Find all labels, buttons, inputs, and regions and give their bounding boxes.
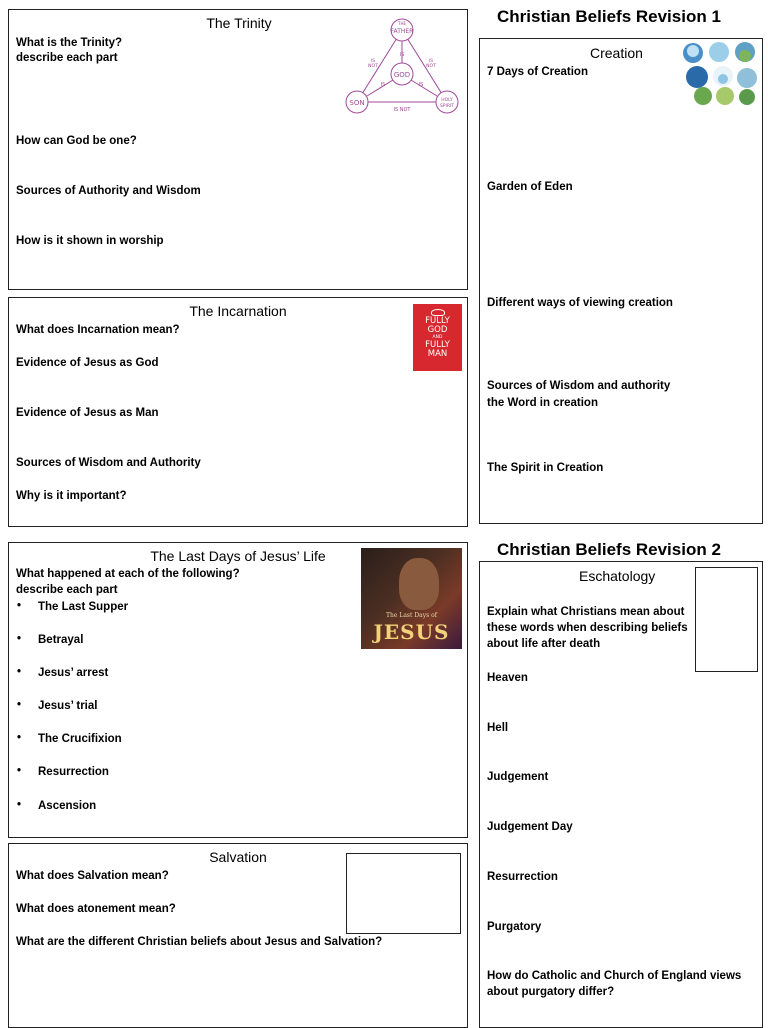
salvation-q3: What are the different Christian beliefs about Jesus and Salvation? [16, 936, 383, 948]
bullet-6: • [17, 765, 22, 777]
incarnation-q2: Evidence of Jesus as God [16, 357, 159, 369]
last-days-item-6: Resurrection [38, 766, 109, 778]
eschatology-intro-3: about life after death [487, 638, 601, 650]
eschatology-box [479, 561, 763, 1028]
eschatology-intro-2: these words when describing beliefs [487, 622, 688, 634]
bullet-3: • [17, 666, 22, 678]
bullet-7: • [17, 799, 22, 811]
creation-title: Creation [590, 45, 643, 61]
trinity-box [8, 9, 468, 290]
diagram-god-label: GOD [393, 71, 411, 79]
eschatology-last-q-1: How do Catholic and Church of England views [487, 970, 742, 982]
last-days-item-1: The Last Supper [38, 601, 129, 613]
last-days-item-5: The Crucifixion [38, 733, 122, 745]
seven-days-creation-image [681, 41, 761, 105]
incarnation-q3: Evidence of Jesus as Man [16, 407, 159, 419]
badge-line-5: MAN [427, 349, 448, 359]
diagram-spirit-label-2: SPIRIT [439, 104, 455, 109]
bullet-4: • [17, 699, 22, 711]
incarnation-title: The Incarnation [189, 303, 287, 319]
eschatology-term-resurrection: Resurrection [487, 871, 558, 883]
trinity-q4: How is it shown in worship [16, 235, 164, 247]
salvation-image-placeholder [346, 853, 461, 934]
trinity-title: The Trinity [206, 15, 272, 31]
creation-q4a: Sources of Wisdom and authority [487, 380, 671, 392]
creation-q4b: the Word in creation [487, 397, 598, 409]
poster-small-text: The Last Days of [386, 612, 437, 619]
diagram-is-not-right-a: IS [428, 59, 434, 64]
badge-line-4: FULLY [425, 340, 450, 350]
incarnation-q1: What does Incarnation mean? [16, 324, 180, 336]
last-days-item-7: Ascension [38, 800, 97, 812]
salvation-q1: What does Salvation mean? [16, 870, 169, 882]
trinity-q2: How can God be one? [16, 135, 137, 147]
diagram-is-not-left-a: IS [370, 59, 376, 64]
eschatology-term-heaven: Heaven [487, 672, 528, 684]
last-days-q1b: describe each part [16, 584, 118, 596]
last-days-of-jesus-poster [361, 548, 462, 649]
trinity-q3: Sources of Authority and Wisdom [16, 185, 201, 197]
diagram-is-left: IS [380, 82, 386, 88]
last-days-box [8, 542, 468, 838]
diagram-spirit-label-1: HOLY [441, 98, 453, 103]
salvation-title: Salvation [209, 849, 267, 865]
creation-q5: The Spirit in Creation [487, 462, 604, 474]
eschatology-term-hell: Hell [487, 722, 509, 734]
poster-big-text: JESUS [373, 620, 450, 644]
last-days-item-2: Betrayal [38, 634, 84, 646]
diagram-son-label: SON [349, 99, 365, 107]
creation-q1: 7 Days of Creation [487, 66, 588, 78]
diagram-is-not-bottom: IS NOT [393, 107, 411, 113]
jesus-portrait-icon [399, 558, 439, 610]
trinity-shield-diagram [343, 16, 461, 124]
crown-icon [431, 309, 445, 316]
badge-line-1: FULLY [425, 316, 450, 326]
last-days-q1: What happened at each of the following? [16, 568, 240, 580]
revision-2-heading: Christian Beliefs Revision 2 [497, 540, 721, 559]
eschatology-term-purgatory: Purgatory [487, 921, 542, 933]
eschatology-image-placeholder [695, 567, 758, 672]
eschatology-term-judgement-day: Judgement Day [487, 821, 573, 833]
salvation-q2: What does atonement mean? [16, 903, 176, 915]
eschatology-intro-1: Explain what Christians mean about [487, 606, 685, 618]
diagram-the-label: THE [398, 21, 406, 26]
incarnation-q4: Sources of Wisdom and Authority [16, 457, 201, 469]
bullet-1: • [17, 600, 22, 612]
creation-q3: Different ways of viewing creation [487, 297, 673, 309]
eschatology-title: Eschatology [579, 568, 656, 584]
creation-q2: Garden of Eden [487, 181, 573, 193]
salvation-box [8, 843, 468, 1028]
eschatology-last-q-2: about purgatory differ? [487, 986, 615, 998]
eschatology-term-judgement: Judgement [487, 771, 549, 783]
incarnation-box [8, 297, 468, 527]
badge-line-3: AND [432, 335, 443, 340]
diagram-father-label: FATHER [390, 28, 414, 35]
badge-line-2: GOD [427, 325, 448, 335]
last-days-item-3: Jesus’ arrest [38, 667, 109, 679]
last-days-title: The Last Days of Jesus’ Life [150, 548, 326, 564]
diagram-is-top: IS [399, 52, 405, 58]
bullet-2: • [17, 633, 22, 645]
fully-god-fully-man-badge [413, 304, 462, 371]
revision-1-heading: Christian Beliefs Revision 1 [497, 7, 721, 26]
diagram-is-not-right-b: NOT [426, 64, 436, 69]
incarnation-q5: Why is it important? [16, 490, 127, 502]
bullet-5: • [17, 732, 22, 744]
creation-box [479, 38, 763, 524]
trinity-q1: What is the Trinity? [16, 37, 123, 49]
last-days-item-4: Jesus’ trial [38, 700, 98, 712]
trinity-q1b: describe each part [16, 52, 118, 64]
diagram-is-right: IS [418, 82, 424, 88]
diagram-is-not-left-b: NOT [368, 64, 378, 69]
